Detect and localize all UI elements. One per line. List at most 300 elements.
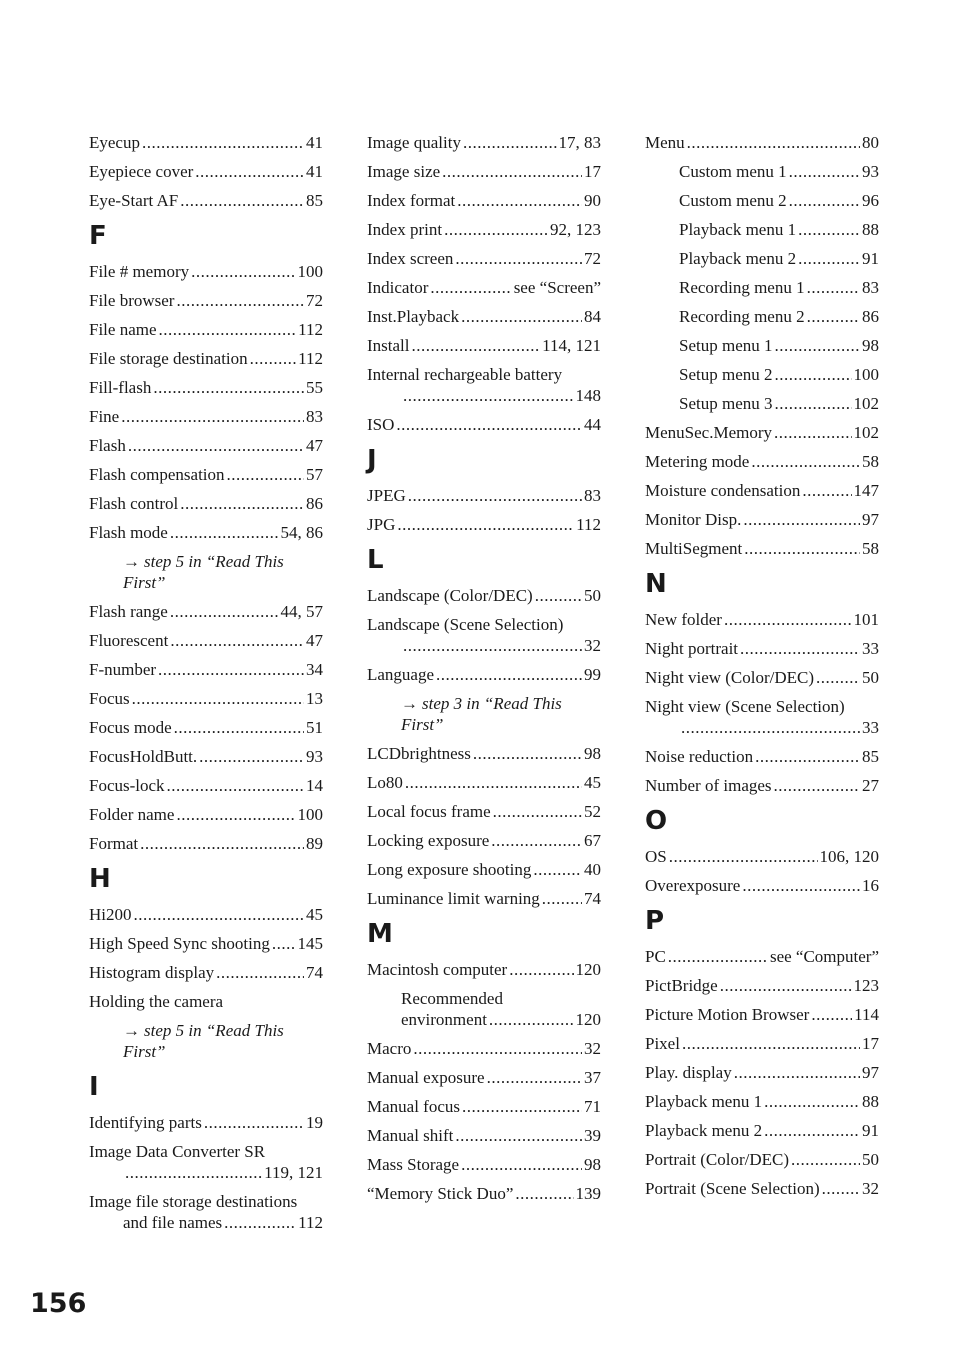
index-entry-row: [645, 1004, 879, 1025]
index-page-ref: 112: [576, 515, 601, 534]
index-entry-row: [367, 1096, 601, 1117]
index-term: Noise reduction: [645, 747, 754, 766]
index-entry-row: [89, 190, 323, 211]
index-entry: [645, 451, 879, 472]
index-section-heading: H: [89, 864, 111, 894]
index-term: File # memory: [89, 262, 190, 281]
cross-reference-text: step 3 in “Read This First”: [401, 694, 562, 734]
dot-leader: [775, 364, 852, 385]
index-term: Manual shift: [367, 1126, 454, 1145]
index-entry: [645, 1091, 879, 1112]
index-entry: [89, 1141, 323, 1183]
index-page-ref: 85: [862, 747, 879, 766]
index-page-ref: 72: [306, 291, 323, 310]
index-page-ref: 83: [862, 278, 879, 297]
index-subentry: [645, 248, 879, 269]
dot-leader: [774, 775, 860, 796]
index-entry: [89, 348, 323, 369]
dot-leader: [128, 435, 304, 456]
index-page-ref: 102: [853, 423, 879, 442]
index-term: Number of images: [645, 776, 772, 795]
index-entry: [89, 601, 323, 622]
index-entry: [367, 614, 601, 656]
dot-leader: [764, 1091, 860, 1112]
index-page-ref: 57: [306, 465, 323, 484]
index-term: Playback menu 1: [645, 1092, 763, 1111]
index-page-ref: 98: [862, 336, 879, 355]
dot-leader: [789, 190, 860, 211]
index-term: Flash mode: [89, 523, 168, 542]
index-term: Long exposure shooting: [367, 860, 532, 879]
index-entry: [367, 364, 601, 406]
index-term: Manual exposure: [367, 1068, 485, 1087]
index-page-ref: 88: [862, 1092, 879, 1111]
index-page-ref: 50: [584, 586, 601, 605]
index-entry-row: [367, 635, 601, 656]
dot-leader: [724, 609, 852, 630]
index-column-3: [645, 132, 879, 1207]
dot-leader: [764, 1120, 860, 1141]
index-entry: [645, 946, 879, 967]
dot-leader: [487, 1067, 582, 1088]
index-entry: [367, 1154, 601, 1175]
index-term: Playback menu 2: [645, 1121, 763, 1140]
index-entry: [367, 801, 601, 822]
index-term: File browser: [89, 291, 175, 310]
index-entry-row: [645, 1033, 879, 1054]
index-entry-row: [367, 132, 601, 153]
index-entry-row: [679, 393, 879, 414]
dot-leader: [668, 946, 768, 967]
index-page-ref: 120: [575, 960, 601, 979]
index-term: Menu: [645, 133, 685, 152]
index-entry: [89, 962, 323, 983]
index-term: Lo80: [367, 773, 403, 792]
index-term: MenuSec.Memory: [645, 423, 773, 442]
dot-leader: [250, 348, 296, 369]
index-entry-row: [367, 485, 601, 506]
index-entry-row: [645, 846, 879, 867]
arrow-icon: →: [401, 694, 418, 713]
index-term: Holding the camera: [89, 992, 224, 1011]
index-entry-row: [367, 306, 601, 327]
dot-leader: [204, 1112, 304, 1133]
index-entry-row: [367, 1067, 601, 1088]
index-term: Fill-flash: [89, 378, 152, 397]
index-term: Index format: [367, 191, 456, 210]
index-term: Metering mode: [645, 452, 750, 471]
index-entry: [89, 132, 323, 153]
index-section-heading: F: [89, 221, 107, 251]
index-page-ref: 47: [306, 436, 323, 455]
dot-leader: [489, 1009, 574, 1030]
dot-leader: [142, 132, 304, 153]
dot-leader: [195, 161, 304, 182]
index-entry: [367, 959, 601, 980]
index-term: Picture Motion Browser: [645, 1005, 810, 1024]
index-entry: [89, 377, 323, 398]
index-term: Indicator: [367, 278, 429, 297]
index-entry-row: [645, 480, 879, 501]
index-entry: [367, 988, 601, 1030]
index-entry-row: [89, 161, 323, 182]
index-section-heading: P: [645, 906, 665, 936]
index-term: Luminance limit warning: [367, 889, 540, 908]
index-entry: [89, 406, 323, 427]
index-entry: [645, 1062, 879, 1083]
index-entry-row: [645, 717, 879, 738]
dot-leader: [159, 319, 297, 340]
index-entry: [89, 161, 323, 182]
dot-leader: [455, 248, 582, 269]
index-entry-row: [89, 261, 323, 282]
index-entry-row: [645, 422, 879, 443]
index-section-heading: L: [367, 545, 384, 575]
index-entry-row: [89, 464, 323, 485]
index-subentry: [645, 219, 879, 240]
index-term: Custom menu 2: [679, 191, 787, 210]
index-subentry: [645, 364, 879, 385]
index-term: Locking exposure: [367, 831, 490, 850]
index-entry: [367, 1125, 601, 1146]
index-entry-row: [89, 833, 323, 854]
index-page-ref: see “Screen”: [513, 278, 601, 297]
index-term: Eye-Start AF: [89, 191, 179, 210]
index-entry: [89, 904, 323, 925]
index-term: Play. display: [645, 1063, 732, 1082]
index-entry: [89, 1191, 323, 1233]
dot-leader: [121, 406, 304, 427]
index-page-ref: 97: [862, 510, 879, 529]
index-term: Index screen: [367, 249, 454, 268]
dot-leader: [455, 1125, 582, 1146]
dot-leader: [798, 248, 860, 269]
index-entry-row: [401, 1009, 601, 1030]
index-term: “Memory Stick Duo”: [367, 1184, 514, 1203]
dot-leader: [533, 859, 582, 880]
dot-leader: [132, 688, 304, 709]
index-entry: [89, 290, 323, 311]
index-entry: [367, 830, 601, 851]
dot-leader: [430, 277, 511, 298]
index-entry: [89, 717, 323, 738]
index-term: Night portrait: [645, 639, 739, 658]
index-entry: [367, 859, 601, 880]
index-page-ref: 145: [297, 934, 323, 953]
index-page-ref: 19: [306, 1113, 323, 1132]
index-term: Pixel: [645, 1034, 680, 1053]
index-entry-row: [89, 522, 323, 543]
dot-leader: [509, 959, 573, 980]
index-page-ref: 100: [853, 365, 879, 384]
index-term: ISO: [367, 415, 395, 434]
index-term: F-number: [89, 660, 157, 679]
dot-leader: [125, 1162, 262, 1183]
index-term: Index print: [367, 220, 443, 239]
dot-leader: [791, 1149, 860, 1170]
dot-leader: [170, 601, 279, 622]
index-entry: [367, 161, 601, 182]
index-term: Playback menu 2: [679, 249, 797, 268]
dot-leader: [191, 261, 295, 282]
index-entry-row: [89, 717, 323, 738]
index-term: Internal rechargeable battery: [367, 365, 563, 384]
index-entry: [645, 846, 879, 867]
index-term: Night view (Scene Selection): [645, 697, 845, 716]
index-entry: [89, 775, 323, 796]
dot-leader: [807, 277, 860, 298]
index-page-ref: 98: [584, 744, 601, 763]
index-entry-row: [89, 962, 323, 983]
index-entry: [645, 638, 879, 659]
index-page-ref: 17: [862, 1034, 879, 1053]
index-page-ref: 74: [584, 889, 601, 908]
index-page-ref: 32: [584, 1039, 601, 1058]
dot-leader: [744, 538, 860, 559]
dot-leader: [734, 1062, 860, 1083]
index-entry-row: [89, 933, 323, 954]
index-term: Image file storage destinations: [89, 1192, 298, 1211]
index-entry: [645, 1120, 879, 1141]
index-page-ref: 50: [862, 1150, 879, 1169]
index-term: High Speed Sync shooting: [89, 934, 270, 953]
index-entry: [367, 132, 601, 153]
index-entry: [89, 493, 323, 514]
index-entry-row: [367, 664, 601, 685]
index-page-ref: 17, 83: [558, 133, 601, 152]
index-entry-row: [645, 638, 879, 659]
index-entry-row: [645, 132, 879, 153]
index-page-ref: 17: [584, 162, 601, 181]
index-page-ref: 32: [584, 636, 601, 655]
index-page-ref: 50: [862, 668, 879, 687]
index-term: Portrait (Color/DEC): [645, 1150, 790, 1169]
index-term: Landscape (Scene Selection): [367, 615, 564, 634]
dot-leader: [755, 746, 860, 767]
index-entry-row: [367, 385, 601, 406]
dot-leader: [444, 219, 548, 240]
index-term: Image quality: [367, 133, 461, 152]
index-page-ref: 41: [306, 133, 323, 152]
index-entry: [89, 746, 323, 767]
index-entry-row: [645, 538, 879, 559]
index-entry: [367, 1096, 601, 1117]
index-section-heading: J: [367, 445, 377, 475]
index-entry-row: [645, 775, 879, 796]
index-entry: [645, 975, 879, 996]
index-term: Macintosh computer: [367, 960, 508, 979]
arrow-icon: →: [123, 1021, 140, 1040]
index-entry-row: [679, 335, 879, 356]
index-term: Local focus frame: [367, 802, 491, 821]
index-section-heading: I: [89, 1072, 99, 1102]
index-section-heading: O: [645, 806, 668, 836]
index-page-ref: 44: [584, 415, 601, 434]
index-term: Recommended: [401, 989, 503, 1008]
index-entry-row: [367, 1125, 601, 1146]
index-page-ref: 139: [575, 1184, 601, 1203]
index-entry-row: [367, 248, 601, 269]
index-term: Night view (Color/DEC): [645, 668, 815, 687]
index-entry: [89, 991, 323, 1012]
index-page-ref: 85: [306, 191, 323, 210]
dot-leader: [789, 161, 860, 182]
index-entry-row: [367, 801, 601, 822]
dot-leader: [227, 464, 304, 485]
index-page-ref: 100: [297, 805, 323, 824]
index-page-ref: 102: [853, 394, 879, 413]
index-term: Portrait (Scene Selection): [645, 1179, 820, 1198]
index-entry: [645, 132, 879, 153]
index-term: PictBridge: [645, 976, 718, 995]
index-subentry: [645, 393, 879, 414]
index-entry-row: [645, 746, 879, 767]
index-page-ref: 112: [298, 320, 323, 339]
index-entry-row: [89, 435, 323, 456]
index-entry-row: [89, 132, 323, 153]
index-entry: [89, 319, 323, 340]
index-term: Landscape (Color/DEC): [367, 586, 533, 605]
index-page-ref: 44, 57: [280, 602, 323, 621]
index-entry: [645, 480, 879, 501]
index-page-ref: 91: [862, 249, 879, 268]
dot-leader: [740, 638, 860, 659]
index-entry-row: [89, 659, 323, 680]
cross-reference-text: step 5 in “Read This First”: [123, 1021, 284, 1061]
dot-leader: [170, 522, 279, 543]
index-entry-row: [89, 601, 323, 622]
index-page-ref: 39: [584, 1126, 601, 1145]
index-entry-row: [89, 804, 323, 825]
dot-leader: [743, 509, 860, 530]
index-term: MultiSegment: [645, 539, 743, 558]
index-term: Install: [367, 336, 410, 355]
index-term: Focus: [89, 689, 130, 708]
dot-leader: [153, 377, 304, 398]
index-page-ref: 93: [862, 162, 879, 181]
arrow-icon: →: [123, 552, 140, 571]
index-subentry: [645, 306, 879, 327]
dot-leader: [811, 1004, 852, 1025]
index-page-ref: 89: [306, 834, 323, 853]
index-column-2: [367, 132, 601, 1212]
index-entry: [645, 1004, 879, 1025]
index-entry-row: [679, 248, 879, 269]
dot-leader: [216, 962, 304, 983]
index-entry: [367, 664, 601, 685]
index-entry: [645, 696, 879, 738]
index-term: Identifying parts: [89, 1113, 202, 1132]
index-entry-row: [679, 364, 879, 385]
dot-leader: [408, 485, 582, 506]
index-entry-row: [89, 1212, 323, 1233]
dot-leader: [170, 630, 304, 651]
index-entry-row: [645, 1149, 879, 1170]
dot-leader: [491, 830, 582, 851]
index-entry-row: [367, 743, 601, 764]
dot-leader: [442, 161, 582, 182]
index-entry-row: [89, 1112, 323, 1133]
index-term: JPEG: [367, 486, 406, 505]
index-page-ref: 86: [306, 494, 323, 513]
index-page-ref: 83: [306, 407, 323, 426]
index-entry: [89, 464, 323, 485]
index-page-ref: 45: [306, 905, 323, 924]
dot-leader: [816, 667, 860, 688]
index-term: Recording menu 2: [679, 307, 805, 326]
dot-leader: [681, 717, 860, 738]
index-term: JPG: [367, 515, 396, 534]
index-page-ref: 71: [584, 1097, 601, 1116]
index-entry-row: [89, 348, 323, 369]
index-entry-row: [645, 1120, 879, 1141]
dot-leader: [473, 743, 582, 764]
index-entry: [367, 585, 601, 606]
index-entry: [367, 514, 601, 535]
index-entry-row: [645, 451, 879, 472]
dot-leader: [272, 933, 296, 954]
index-entry-row: [645, 667, 879, 688]
index-entry-row: [367, 585, 601, 606]
index-page-ref: 54, 86: [280, 523, 323, 542]
index-entry-row: [679, 306, 879, 327]
index-page-ref: 37: [584, 1068, 601, 1087]
dot-leader: [158, 659, 304, 680]
index-term: Image size: [367, 162, 441, 181]
index-page-ref: 45: [584, 773, 601, 792]
index-page-ref: 106, 120: [819, 847, 879, 866]
index-entry-row: [367, 1154, 601, 1175]
index-entry-row: [645, 1091, 879, 1112]
index-entry: [89, 933, 323, 954]
dot-leader: [412, 335, 541, 356]
index-term: Folder name: [89, 805, 175, 824]
index-subentry: [645, 161, 879, 182]
index-term: and file names: [123, 1213, 223, 1232]
index-page-ref: 148: [575, 386, 601, 405]
index-term: Recording menu 1: [679, 278, 805, 297]
index-term: New folder: [645, 610, 722, 629]
index-entry-row: [645, 609, 879, 630]
index-entry: [645, 875, 879, 896]
index-entry: [645, 746, 879, 767]
index-entry-row: [89, 319, 323, 340]
index-page-ref: 13: [306, 689, 323, 708]
index-entry-row: [679, 219, 879, 240]
index-page-ref: 88: [862, 220, 879, 239]
dot-leader: [535, 585, 582, 606]
index-page-ref: 99: [584, 665, 601, 684]
index-term: Flash range: [89, 602, 168, 621]
index-entry-row: [645, 975, 879, 996]
dot-leader: [461, 306, 582, 327]
index-term: Focus-lock: [89, 776, 165, 795]
index-page-ref: 101: [853, 610, 879, 629]
index-page-ref: 80: [862, 133, 879, 152]
index-page-ref: 83: [584, 486, 601, 505]
index-entry-row: [367, 219, 601, 240]
index-page-ref: 100: [297, 262, 323, 281]
index-entry: [645, 422, 879, 443]
dot-leader: [140, 833, 304, 854]
index-entry: [645, 775, 879, 796]
index-term: Focus mode: [89, 718, 172, 737]
index-page-ref: see “Computer”: [769, 947, 879, 966]
index-page-ref: 112: [298, 1213, 323, 1232]
dot-leader: [807, 306, 860, 327]
index-page-ref: 33: [862, 639, 879, 658]
index-term: Moisture condensation: [645, 481, 801, 500]
